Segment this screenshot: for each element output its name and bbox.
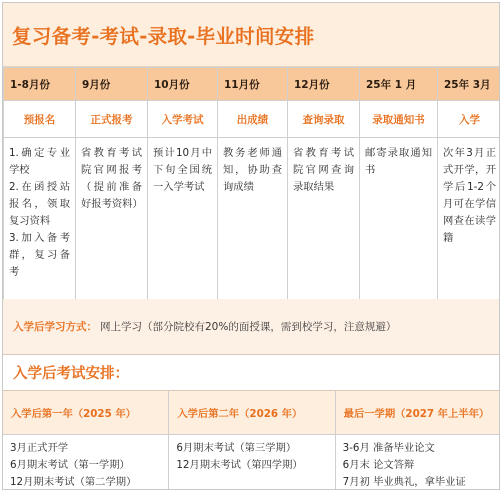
description-cell (360, 138, 438, 300)
description-cell (148, 138, 218, 300)
description-line: 次年3月正式开学，开学后1-2个月可在学信网查在读学籍 (443, 147, 496, 244)
title-bar (3, 3, 499, 67)
stage-cell: 入学考试 (148, 101, 218, 138)
description-line: 预计10月中下旬全国统一入学考试 (153, 147, 212, 193)
description-cell (76, 138, 148, 300)
stage-cell: 入学 (438, 101, 501, 138)
description-line: 省教育考试院官网查询录取结果 (293, 147, 354, 193)
description-line: 教务老师通知，协助查询成绩 (223, 147, 282, 193)
year-list (3, 435, 168, 490)
description-line: 邮寄录取通知书 (365, 147, 432, 176)
year-column (169, 391, 335, 490)
list-item: 3月正式开学 (10, 442, 69, 454)
stage-row (4, 101, 501, 138)
study-method-value: 网上学习（部分院校有20%的面授课，需到校学习，注意规避） (100, 321, 397, 333)
period-cell: 1-8月份 (4, 68, 76, 101)
period-row (4, 68, 501, 101)
period-cell: 9月份 (76, 68, 148, 101)
description-line: 2.在函授站报名，领取复习资料 (9, 181, 70, 227)
year-heading: 入学后第二年（2026 年） (169, 391, 334, 435)
list-item: 6月末 论文答辩 (342, 459, 415, 471)
exam-years (3, 391, 500, 490)
page-title: 复习备考-考试-录取-毕业时间安排 (12, 24, 315, 48)
description-cell (438, 138, 501, 300)
schedule-page (2, 2, 500, 490)
schedule-table (3, 67, 500, 300)
stage-cell: 预报名 (4, 101, 76, 138)
list-item: 3-6月 准备毕业论文 (342, 442, 435, 454)
exam-title-text: 入学后考试安排： (13, 366, 129, 382)
year-list (169, 435, 334, 474)
stage-cell: 正式报考 (76, 101, 148, 138)
period-cell: 25年 3月 (438, 68, 501, 101)
stage-cell: 查询录取 (288, 101, 360, 138)
list-item: 6月期末考试（第三学期） (176, 442, 297, 454)
stage-cell: 出成绩 (218, 101, 288, 138)
description-line: 省教育考试院官网报考（提前准备好报考资料） (81, 147, 143, 210)
year-column (336, 391, 500, 490)
description-row (4, 138, 501, 300)
list-item: 12月期末考试（第二学期） (10, 476, 137, 488)
stage-cell: 录取通知书 (360, 101, 438, 138)
period-cell: 12月份 (288, 68, 360, 101)
description-cell (218, 138, 288, 300)
description-line: 3.加入备考群，复习备考 (9, 232, 70, 278)
year-list (336, 435, 500, 490)
period-cell: 11月份 (218, 68, 288, 101)
description-cell (4, 138, 76, 300)
description-cell (288, 138, 360, 300)
description-line: 1.确定专业学校 (9, 147, 70, 176)
study-method-label: 入学后学习方式： (13, 321, 97, 333)
study-method-row (3, 299, 500, 355)
list-item: 6月期末考试（第一学期） (10, 459, 130, 471)
period-cell: 25年 1 月 (360, 68, 438, 101)
list-item: 12月期末考试（第四学期） (176, 459, 303, 471)
year-heading: 最后一学期（2027 年上半年） (336, 391, 500, 435)
exam-section-title (3, 355, 500, 391)
year-column (3, 391, 169, 490)
period-cell: 10月份 (148, 68, 218, 101)
year-heading: 入学后第一年（2025 年） (3, 391, 168, 435)
list-item: 7月初 毕业典礼，拿毕业证 (342, 476, 466, 488)
